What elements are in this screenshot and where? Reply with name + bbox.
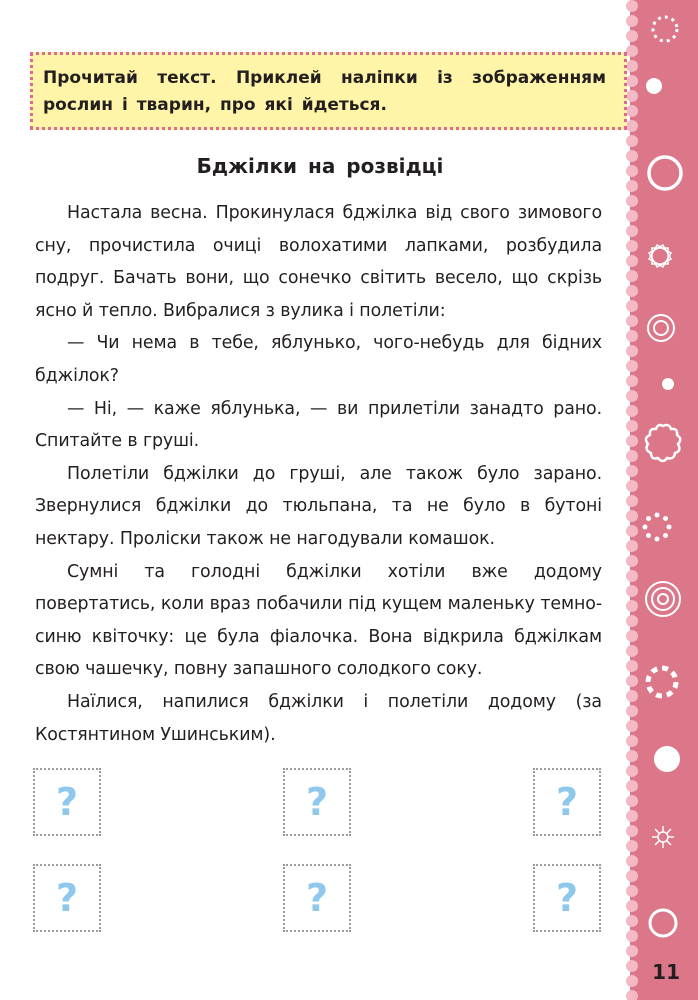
- edge-scallop: [626, 60, 638, 72]
- page-number: 11: [652, 960, 680, 984]
- story-paragraph: Полетіли бджілки до груші, але також було зарано. Звернулися бджілки до тюльпана, та не було в бутоні нектару. Проліски також не нагодували комашок.: [35, 463, 602, 549]
- edge-scallop: [626, 315, 638, 327]
- edge-scallop: [626, 645, 638, 657]
- dotted-circle-ornament: [640, 510, 674, 544]
- edge-scallop: [626, 690, 638, 702]
- small-dot-ornament: [661, 377, 675, 391]
- edge-scallop: [626, 495, 638, 507]
- sticker-placeholder[interactable]: [533, 768, 601, 836]
- sticker-placeholder[interactable]: [33, 864, 101, 932]
- edge-scallop: [626, 765, 638, 777]
- edge-scallop: [626, 945, 638, 957]
- edge-scallop: [626, 180, 638, 192]
- story-paragraph: — Ні, — каже яблунька, — ви прилетіли занадто рано. Спитайте в груші.: [35, 398, 602, 452]
- edge-scallop: [626, 525, 638, 537]
- question-mark-icon: ?: [55, 780, 79, 824]
- edge-scallop: [626, 615, 638, 627]
- story-paragraph: Сумні та голодні бджілки хотіли вже додому повертатись, коли враз побачили під кущем маленьку темно-синю квіточку: це була фіалочка. Вона відкрила бджілкам свою чашечку, повну запашного солодкого соку.: [35, 561, 602, 680]
- edge-scallop: [626, 375, 638, 387]
- edge-scallop: [626, 480, 638, 492]
- edge-scallop: [626, 585, 638, 597]
- edge-scallop: [626, 675, 638, 687]
- instruction-text: Прочитай текст. Приклей наліпки із зображенням рослин і тварин, про які йдеться.: [43, 68, 606, 115]
- edge-scallop: [626, 555, 638, 567]
- large-dot-ornament: [650, 742, 684, 776]
- story-paragraph: Настала весна. Прокинулася бджілка від свого зимового сну, прочистила очиці волохатими лапками, розбудила подруг. Бачать вони, що сонечко світить весело, що скрізь ясно й тепло. Вибралися з вулика і полетіли:: [35, 203, 602, 321]
- edge-scallop: [626, 750, 638, 762]
- edge-scallop: [626, 15, 638, 27]
- edge-scallop: [626, 915, 638, 927]
- edge-scallop: [626, 825, 638, 837]
- story-paragraph: Наїлися, напилися бджілки і полетіли додому (за Костянтином Ушинським).: [35, 691, 602, 745]
- edge-scallop: [626, 105, 638, 117]
- edge-scallop: [626, 810, 638, 822]
- edge-scallop: [626, 75, 638, 87]
- edge-scallop: [626, 285, 638, 297]
- edge-scallop: [626, 735, 638, 747]
- edge-scallop: [626, 930, 638, 942]
- question-mark-icon: ?: [555, 876, 579, 920]
- edge-scallop: [626, 195, 638, 207]
- edge-scallop: [626, 45, 638, 57]
- edge-scallop: [626, 435, 638, 447]
- ring-ornament: [644, 152, 686, 194]
- double-ring-ornament: [645, 312, 677, 344]
- edge-scallop: [626, 0, 638, 12]
- question-mark-icon: ?: [305, 876, 329, 920]
- sticker-placeholder[interactable]: [283, 864, 351, 932]
- question-mark-icon: ?: [555, 780, 579, 824]
- edge-scallop: [626, 300, 638, 312]
- edge-scallop: [626, 30, 638, 42]
- dot-ornament: [644, 76, 664, 96]
- edge-scallop: [626, 900, 638, 912]
- triple-ring-ornament: [642, 578, 684, 620]
- sunburst-ornament: [650, 824, 676, 850]
- story-text: [35, 197, 602, 751]
- edge-scallop: [626, 975, 638, 987]
- edge-scallop: [626, 405, 638, 417]
- question-mark-icon: ?: [55, 876, 79, 920]
- edge-scallop: [626, 960, 638, 972]
- edge-scallop: [626, 510, 638, 522]
- edge-scallop: [626, 270, 638, 282]
- story-paragraph: — Чи нема в тебе, яблунько, чого-небудь для бідних бджілок?: [35, 333, 602, 386]
- ring-bottom-ornament: [644, 904, 682, 942]
- edge-scallop: [626, 720, 638, 732]
- edge-scallop: [626, 420, 638, 432]
- edge-scallop: [626, 660, 638, 672]
- edge-scallop: [626, 390, 638, 402]
- edge-scallop: [626, 600, 638, 612]
- edge-scallop: [626, 840, 638, 852]
- edge-scallop: [626, 885, 638, 897]
- scalloped-edge: [622, 0, 638, 1000]
- edge-scallop: [626, 855, 638, 867]
- question-mark-icon: ?: [305, 780, 329, 824]
- edge-scallop: [626, 990, 638, 1000]
- edge-scallop: [626, 330, 638, 342]
- edge-scallop: [626, 255, 638, 267]
- edge-scallop: [626, 345, 638, 357]
- edge-scallop: [626, 120, 638, 132]
- edge-scallop: [626, 210, 638, 222]
- flower-outline-ornament: [644, 240, 676, 272]
- edge-scallop: [626, 870, 638, 882]
- edge-scallop: [626, 135, 638, 147]
- edge-scallop: [626, 240, 638, 252]
- dotted-ring-ornament: [648, 12, 682, 46]
- edge-scallop: [626, 570, 638, 582]
- edge-scallop: [626, 780, 638, 792]
- sticker-placeholder[interactable]: [533, 864, 601, 932]
- edge-scallop: [626, 90, 638, 102]
- edge-scallop: [626, 225, 638, 237]
- cloud-outline-ornament: [640, 420, 686, 466]
- story-title: Бджілки на розвідці: [196, 154, 444, 178]
- edge-scallop: [626, 465, 638, 477]
- sticker-placeholder[interactable]: [33, 768, 101, 836]
- edge-scallop: [626, 630, 638, 642]
- edge-scallop: [626, 705, 638, 717]
- edge-scallop: [626, 795, 638, 807]
- edge-scallop: [626, 540, 638, 552]
- dashed-ring-ornament: [642, 662, 682, 702]
- side-strip: [630, 0, 698, 1000]
- instruction-banner: [30, 52, 627, 130]
- edge-scallop: [626, 450, 638, 462]
- edge-scallop: [626, 360, 638, 372]
- sticker-placeholder[interactable]: [283, 768, 351, 836]
